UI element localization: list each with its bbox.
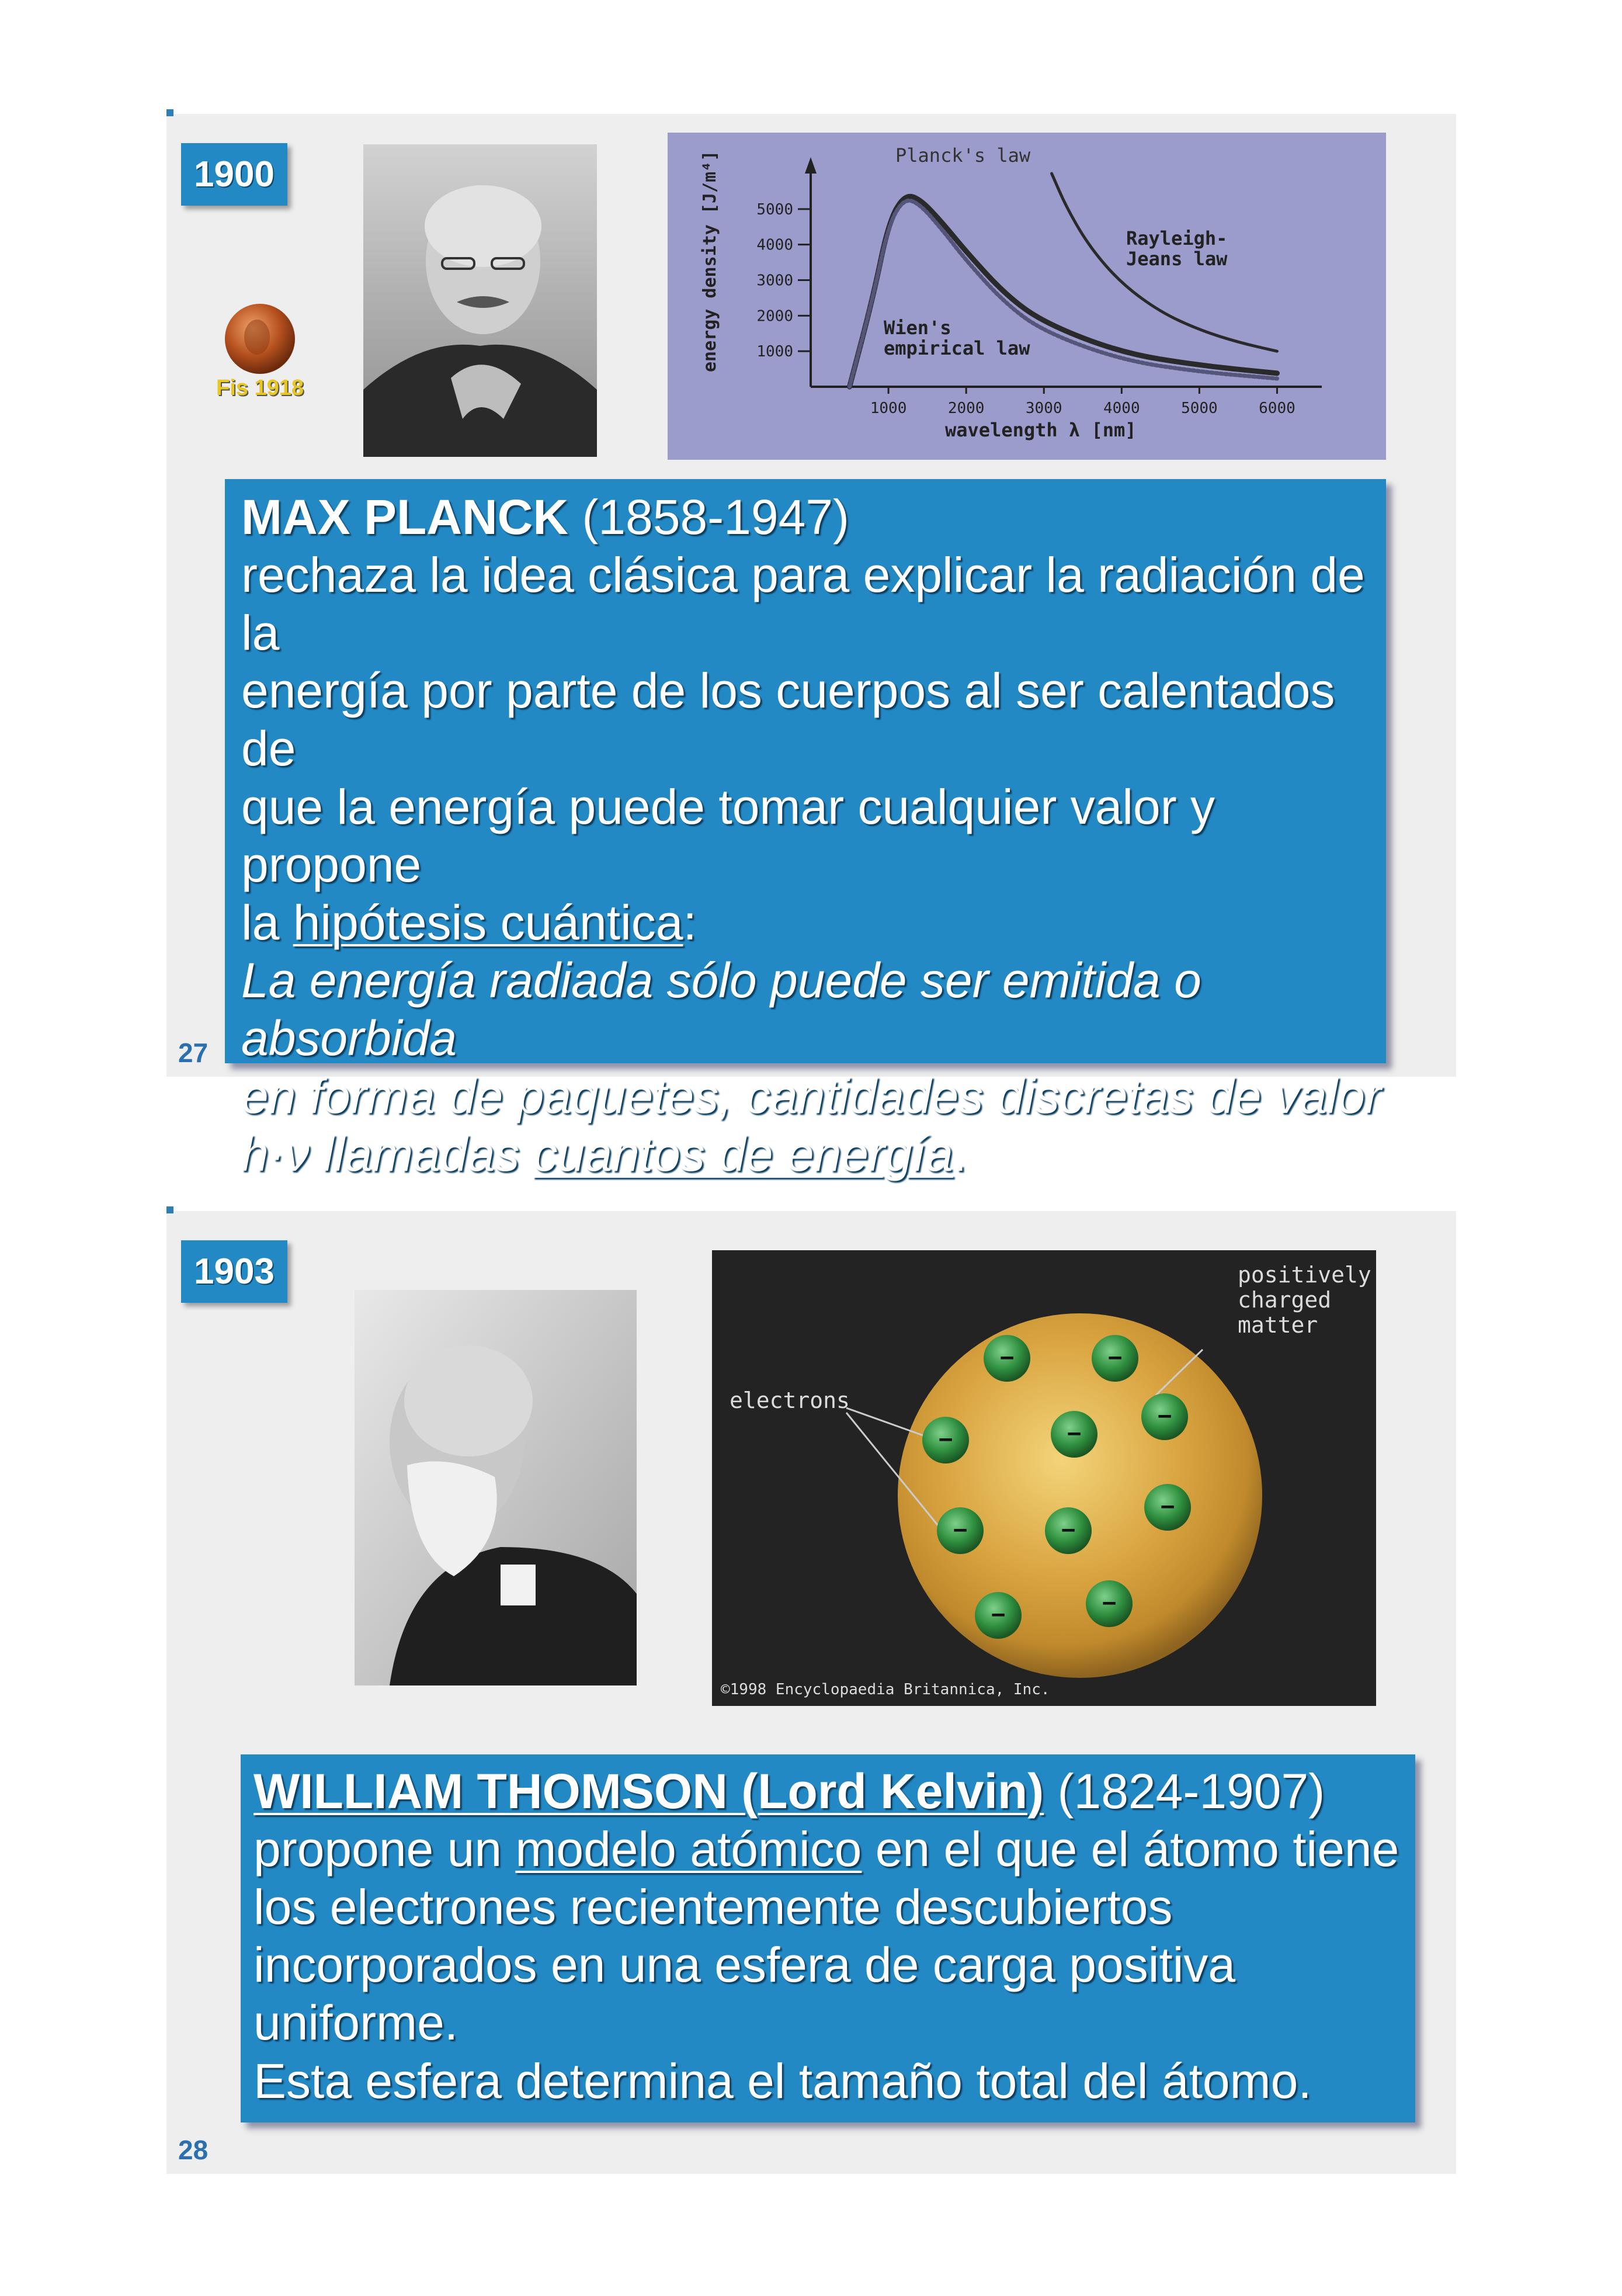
thomson-atom-illustration <box>712 1250 1376 1706</box>
matter-label-3: matter <box>1238 1312 1318 1338</box>
planck-description <box>225 479 1386 1182</box>
y-tick-label: 1000 <box>756 343 793 361</box>
matter-label-1: positively <box>1238 1262 1371 1288</box>
x-tick-label: 1000 <box>870 400 907 417</box>
body-line-3: incorporados en una esfera de carga positiva uniforme. <box>253 1937 1236 2051</box>
body-line-1-pre: propone un <box>253 1822 516 1877</box>
body-line-3: que la energía puede tomar cualquier valor y propone <box>241 779 1215 892</box>
slide-number: 28 <box>178 2135 209 2165</box>
electron-icon <box>984 1335 1030 1382</box>
x-tick-label: 2000 <box>947 400 985 417</box>
svg-text:−: − <box>1067 1420 1082 1447</box>
heading-line <box>253 1763 1415 1820</box>
body-line-4-post: : <box>683 894 697 950</box>
svg-text:−: − <box>1160 1493 1175 1520</box>
body-line-2: energía por parte de los cuerpos al ser calentados de <box>241 663 1335 776</box>
x-tick-label: 4000 <box>1103 400 1140 417</box>
y-tick-label: 3000 <box>756 272 793 290</box>
italic-line-3 <box>241 1125 1386 1183</box>
slide-marker <box>166 109 173 116</box>
electron-icon <box>1092 1335 1138 1382</box>
person-name: WILLIAM THOMSON (Lord Kelvin) <box>253 1764 1044 1819</box>
planck-law-chart <box>668 133 1386 460</box>
year-badge: 1903 <box>181 1240 287 1303</box>
body-line-1 <box>253 1820 1415 1878</box>
quantum-hypothesis-term: hipótesis cuántica <box>293 894 683 950</box>
svg-text:−: − <box>938 1426 953 1453</box>
person-name: MAX PLANCK <box>241 490 568 544</box>
slide-27 <box>166 114 1456 1182</box>
svg-text:−: − <box>999 1344 1015 1371</box>
portrait-photo <box>355 1290 637 1685</box>
year-badge: 1900 <box>181 143 287 206</box>
y-tick-label: 4000 <box>756 236 793 254</box>
atom-svg <box>712 1250 1376 1706</box>
italic-line-1: La energía radiada sólo puede ser emitida o absorbida <box>241 952 1201 1066</box>
y-tick-label: 2000 <box>756 307 793 325</box>
x-tick-label: 3000 <box>1025 400 1062 417</box>
body-line-4-pre: la <box>241 894 293 950</box>
x-tick-label: 5000 <box>1181 400 1218 417</box>
electron-icon <box>1086 1580 1133 1627</box>
electron-icon <box>1141 1393 1188 1440</box>
svg-text:−: − <box>1102 1590 1117 1617</box>
italic-line-3-post: . <box>953 1126 967 1182</box>
positive-sphere <box>898 1313 1262 1678</box>
copyright-notice: ©1998 Encyclopaedia Britannica, Inc. <box>721 1681 1050 1698</box>
y-axis-arrow <box>805 157 817 174</box>
rayleigh-label-1: Rayleigh- <box>1126 227 1228 249</box>
y-tick-label: 5000 <box>756 200 793 218</box>
svg-text:−: − <box>1061 1517 1076 1544</box>
nobel-medal-icon <box>222 301 298 377</box>
body-line-2: los electrones recientemente descubiertos <box>253 1879 1173 1935</box>
electron-icon <box>1045 1507 1092 1554</box>
chart-svg <box>668 133 1386 460</box>
thomson-description <box>241 1754 1415 2122</box>
y-axis-label: energy density [J/m⁴] <box>700 150 720 372</box>
x-axis-label: wavelength λ [nm] <box>945 419 1137 441</box>
svg-text:−: − <box>1157 1403 1172 1430</box>
person-dates: (1858-1947) <box>568 490 849 544</box>
energy-quanta-term: cuantos de energía <box>533 1126 953 1182</box>
atomic-model-term: modelo atómico <box>515 1822 862 1877</box>
electron-icon <box>922 1417 969 1463</box>
svg-text:−: − <box>991 1601 1006 1628</box>
electron-icon <box>937 1507 984 1554</box>
x-tick-label: 6000 <box>1259 400 1295 417</box>
slide-marker <box>166 1206 173 1213</box>
svg-text:−: − <box>953 1517 968 1544</box>
body-line-1-post: en el que el átomo tiene <box>862 1822 1399 1877</box>
body-line-4: Esta esfera determina el tamaño total del átomo. <box>253 2053 1312 2108</box>
italic-line-2: en forma de paquetes, cantidades discretas de valor <box>241 1069 1381 1124</box>
person-dates: (1824-1907) <box>1044 1764 1325 1819</box>
svg-text:−: − <box>1107 1344 1123 1371</box>
slide-number: 27 <box>178 1038 209 1068</box>
electrons-label: electrons <box>730 1388 850 1413</box>
slide-28 <box>166 1211 1456 2174</box>
matter-label-2: charged <box>1238 1287 1332 1313</box>
heading-line <box>241 488 1386 546</box>
rayleigh-label-2: Jeans law <box>1126 248 1228 270</box>
chart-title: Planck's law <box>895 144 1031 167</box>
wien-label-1: Wien's <box>884 317 951 339</box>
electron-icon <box>1144 1484 1191 1531</box>
portrait-photo <box>363 144 597 457</box>
medal-label: Fis 1918 <box>216 376 304 400</box>
electron-icon <box>975 1592 1022 1639</box>
body-line-4 <box>241 894 1386 952</box>
wien-label-2: empirical law <box>884 337 1030 359</box>
electron-icon <box>1051 1411 1097 1458</box>
body-line-1: rechaza la idea clásica para explicar la radiación de la <box>241 547 1365 661</box>
italic-line-3-pre: h·ν llamadas <box>241 1126 533 1182</box>
